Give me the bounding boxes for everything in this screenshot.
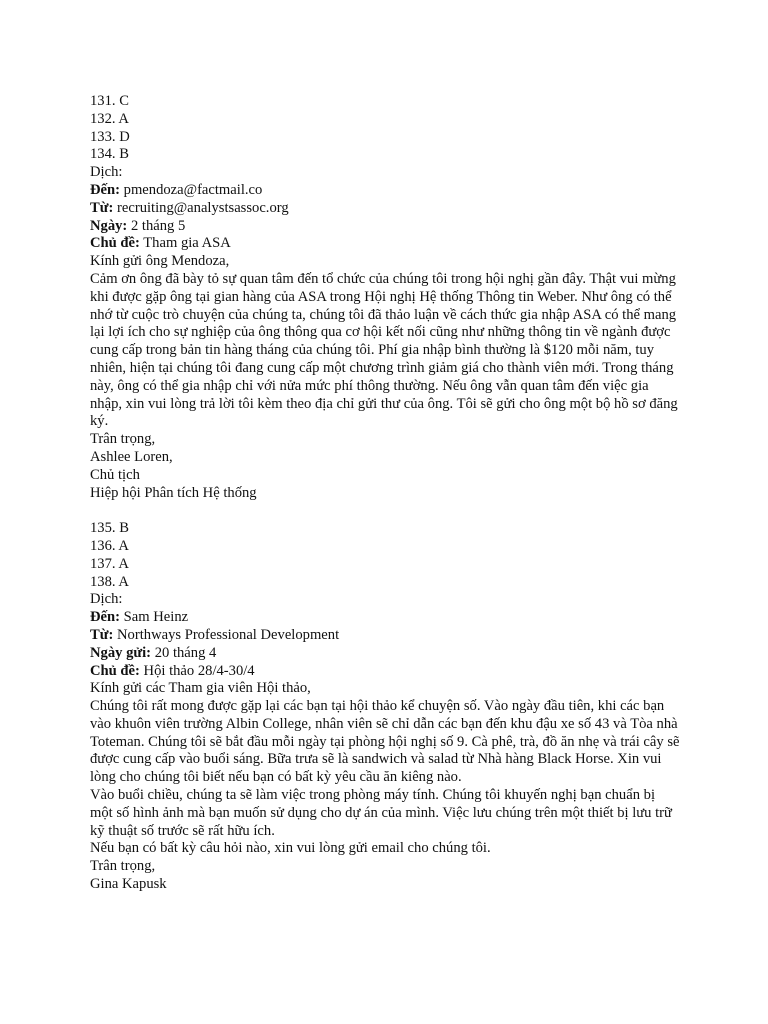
subject-label: Chủ đề: — [90, 235, 140, 252]
to-value: pmendoza@factmail.co — [123, 181, 263, 198]
signer-name: Gina Kapusk — [90, 876, 167, 893]
date-label: Ngày gửi: — [90, 644, 152, 661]
email-subject-line — [90, 663, 680, 681]
from-value: recruiting@analystsassoc.org — [117, 199, 289, 216]
subject-value: Tham gia ASA — [143, 235, 231, 252]
signer-name: Ashlee Loren, — [90, 448, 173, 465]
from-label: Từ: — [90, 626, 114, 643]
date-label: Ngày: — [90, 217, 128, 234]
organization-name: Hiệp hội Phân tích Hệ thống — [90, 484, 257, 501]
answer-item: 134. B — [90, 146, 129, 163]
translation-label: Dịch: — [90, 164, 123, 181]
greeting: Kính gửi ông Mendoza, — [90, 253, 230, 270]
date-value: 2 tháng 5 — [130, 217, 186, 234]
answer-list-1 — [90, 93, 680, 164]
email-body-paragraph-1: Chúng tôi rất mong được gặp lại các bạn tại hội thảo kể chuyện số. Vào ngày đầu tiên, khi các bạn vào khuôn viên trường Albin College, nhân viên sẽ chỉ dẫn các bạn đến khu đậu xe số 43 và Tòa nhà Toteman. Chúng tôi sẽ bắt đầu mỗi ngày tại phòng hội nghị số 9. Cà phê, trà, đồ ăn nhẹ và trái cây sẽ được cung cấp vào buổi sáng. Bữa trưa sẽ là sandwich và salad từ Nhà hàng Black Horse. Xin vui lòng cho chúng tôi biết nếu bạn có bất kỳ yêu cầu ăn kiêng nào. — [90, 698, 680, 786]
subject-value: Hội thảo 28/4-30/4 — [143, 662, 255, 679]
email-from-line — [90, 627, 680, 645]
answer-item: 135. B — [90, 520, 129, 537]
subject-label: Chủ đề: — [90, 662, 140, 679]
email-body: Cảm ơn ông đã bày tỏ sự quan tâm đến tổ chức của chúng tôi trong hội nghị gần đây. Thật vui mừng khi được gặp ông tại gian hàng của ASA trong Hội nghị Hệ thống Thông tin Weber. Như ông có thể nhớ từ cuộc trò chuyện của chúng ta, chúng tôi đã thảo luận về cách thức gia nhập ASA có thể mang lại lợi ích cho sự nghiệp của ông thông qua cơ hội kết nối cũng như những thông tin về ngành được cung cấp trong bản tin hàng tháng của chúng tôi. Phí gia nhập bình thường là $120 mỗi năm, tuy nhiên, hiện tại chúng tôi đang cung cấp một chương trình giảm giá cho thành viên mới. Trong tháng này, ông có thể gia nhập chỉ với nửa mức phí thông thường. Nếu ông vẫn quan tâm đến việc gia nhập, xin vui lòng trả lời tôi kèm theo địa chỉ gửi thư của ông. Tôi sẽ gửi cho ông một bộ hồ sơ đăng ký. — [90, 270, 678, 430]
answer-list-2 — [90, 520, 680, 591]
translation-label: Dịch: — [90, 591, 123, 608]
answer-item: 136. A — [90, 537, 129, 554]
closing: Trân trọng, — [90, 858, 156, 875]
closing: Trân trọng, — [90, 431, 156, 448]
answer-item: 138. A — [90, 573, 129, 590]
email-to-line — [90, 182, 680, 200]
section-spacer — [90, 502, 680, 520]
email-body-paragraph-2: Vào buổi chiều, chúng ta sẽ làm việc trong phòng máy tính. Chúng tôi khuyến nghị bạn chuẩn bị một số hình ảnh mà bạn muốn sử dụng cho dự án của mình. Việc lưu chúng trên một thiết bị lưu trữ kỹ thuật số trước sẽ rất hữu ích. — [90, 787, 672, 839]
answer-item: 131. C — [90, 93, 129, 109]
email-body-paragraph-3: Nếu bạn có bất kỳ câu hỏi nào, xin vui lòng gửi email cho chúng tôi. — [90, 840, 491, 857]
to-value: Sam Heinz — [123, 609, 189, 626]
to-label: Đến: — [90, 181, 120, 198]
document-page — [90, 93, 680, 894]
signer-title: Chủ tịch — [90, 466, 140, 483]
email-to-line — [90, 609, 680, 627]
email-from-line — [90, 200, 680, 218]
date-value: 20 tháng 4 — [154, 644, 217, 661]
email-date-line — [90, 645, 680, 663]
from-value: Northways Professional Development — [117, 626, 340, 643]
email-subject-line — [90, 235, 680, 253]
answer-item: 132. A — [90, 110, 129, 127]
from-label: Từ: — [90, 199, 114, 216]
to-label: Đến: — [90, 609, 120, 626]
answer-item: 137. A — [90, 555, 129, 572]
greeting: Kính gửi các Tham gia viên Hội thảo, — [90, 680, 311, 697]
email-date-line — [90, 218, 680, 236]
answer-item: 133. D — [90, 128, 130, 145]
